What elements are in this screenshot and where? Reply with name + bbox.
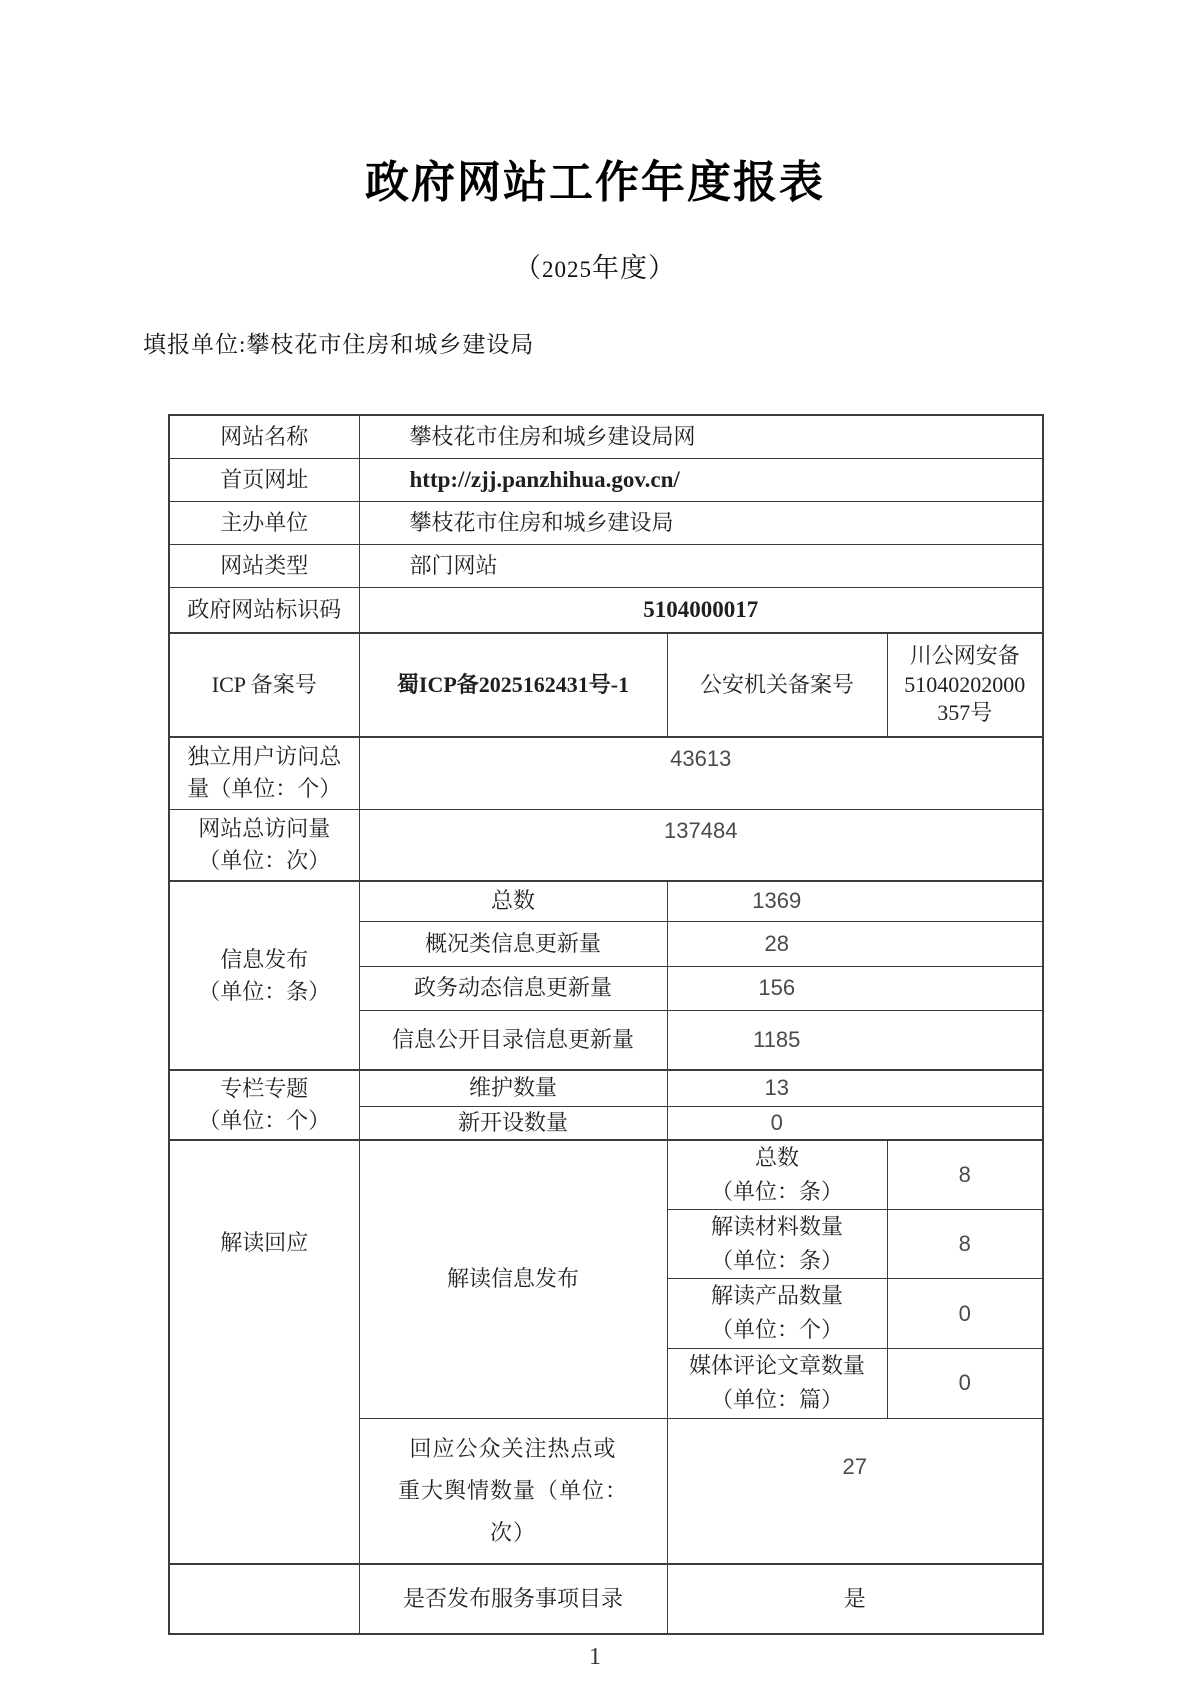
total-visits-value: 137484: [359, 809, 1043, 881]
site-code-value: 5104000017: [359, 587, 1043, 633]
interpret-total-label: 总数 （单位：条）: [667, 1140, 887, 1210]
site-type-value: 部门网站: [359, 544, 1043, 587]
homepage-url: http://zjj.panzhihua.gov.cn/: [359, 458, 1043, 501]
info-publish-label: 信息发布 （单位：条）: [169, 881, 359, 1070]
info-directory-value: 1185: [667, 1010, 1043, 1070]
site-code-label: 政府网站标识码: [169, 587, 359, 633]
row-unique-visitors: [169, 737, 1043, 809]
page-subtitle: [0, 246, 1190, 285]
interpret-material-value: 8: [887, 1210, 1043, 1279]
report-unit-label: 填报单位:: [143, 332, 247, 357]
police-record-value: 川公网安备 51040202000 357号: [887, 633, 1043, 737]
unique-visitors-label: 独立用户访问总 量（单位：个）: [169, 737, 359, 809]
interpretation-label: 解读回应: [169, 1140, 359, 1564]
subtitle-open-paren: （: [514, 253, 542, 283]
columns-new-label: 新开设数量: [359, 1106, 667, 1140]
interpret-publish-label: 解读信息发布: [359, 1140, 667, 1418]
special-columns-label: 专栏专题 （单位：个）: [169, 1070, 359, 1140]
interpret-media-value: 0: [887, 1348, 1043, 1418]
info-overview-label: 概况类信息更新量: [359, 921, 667, 966]
columns-new-value: 0: [667, 1106, 1043, 1140]
homepage-label: 首页网址: [169, 458, 359, 501]
service-directory-label: 是否发布服务事项目录: [359, 1564, 667, 1634]
row-columns-maintained: [169, 1070, 1043, 1106]
unique-visitors-value: 43613: [359, 737, 1043, 809]
interpret-total-value: 8: [887, 1140, 1043, 1210]
columns-maintained-label: 维护数量: [359, 1070, 667, 1106]
police-record-label: 公安机关备案号: [667, 633, 887, 737]
site-type-label: 网站类型: [169, 544, 359, 587]
row-service-directory: [169, 1564, 1043, 1634]
row-icp: [169, 633, 1043, 737]
info-dynamic-label: 政务动态信息更新量: [359, 966, 667, 1010]
site-name-label: 网站名称: [169, 415, 359, 458]
report-unit-line: [143, 326, 534, 359]
service-directory-value: 是: [667, 1564, 1043, 1634]
interpret-material-label: 解读材料数量 （单位：条）: [667, 1210, 887, 1279]
row-site-name: [169, 415, 1043, 458]
row-info-total: [169, 881, 1043, 921]
interpret-product-label: 解读产品数量 （单位：个）: [667, 1279, 887, 1348]
annual-report-table: [168, 414, 1044, 1635]
public-response-value: 27: [667, 1418, 1043, 1564]
total-visits-label: 网站总访问量 （单位：次）: [169, 809, 359, 881]
row-total-visits: [169, 809, 1043, 881]
interpret-product-value: 0: [887, 1279, 1043, 1348]
page-title: 政府网站工作年度报表: [365, 158, 825, 207]
row-interpret-total: [169, 1140, 1043, 1210]
info-overview-value: 28: [667, 921, 1043, 966]
site-name-value: 攀枝花市住房和城乡建设局网: [359, 415, 1043, 458]
row-homepage: [169, 458, 1043, 501]
info-total-value: 1369: [667, 881, 1043, 921]
subtitle-year: 2025: [542, 257, 592, 282]
public-response-label: 回应公众关注热点或 重大舆情数量（单位： 次）: [359, 1418, 667, 1564]
report-unit-name: 攀枝花市住房和城乡建设局: [246, 332, 535, 357]
interpret-media-label: 媒体评论文章数量 （单位：篇）: [667, 1348, 887, 1418]
info-total-label: 总数: [359, 881, 667, 921]
info-dynamic-value: 156: [667, 966, 1043, 1010]
organizer-label: 主办单位: [169, 501, 359, 544]
icp-value: 蜀ICP备2025162431号-1: [359, 633, 667, 737]
row-site-code: [169, 587, 1043, 633]
service-directory-empty-cell: [169, 1564, 359, 1634]
subtitle-close: 年度）: [592, 253, 676, 283]
columns-maintained-value: 13: [667, 1070, 1043, 1106]
info-directory-label: 信息公开目录信息更新量: [359, 1010, 667, 1070]
organizer-value: 攀枝花市住房和城乡建设局: [359, 501, 1043, 544]
icp-label: ICP 备案号: [169, 633, 359, 737]
row-organizer: [169, 501, 1043, 544]
row-site-type: [169, 544, 1043, 587]
page-number: 1: [589, 1644, 601, 1670]
